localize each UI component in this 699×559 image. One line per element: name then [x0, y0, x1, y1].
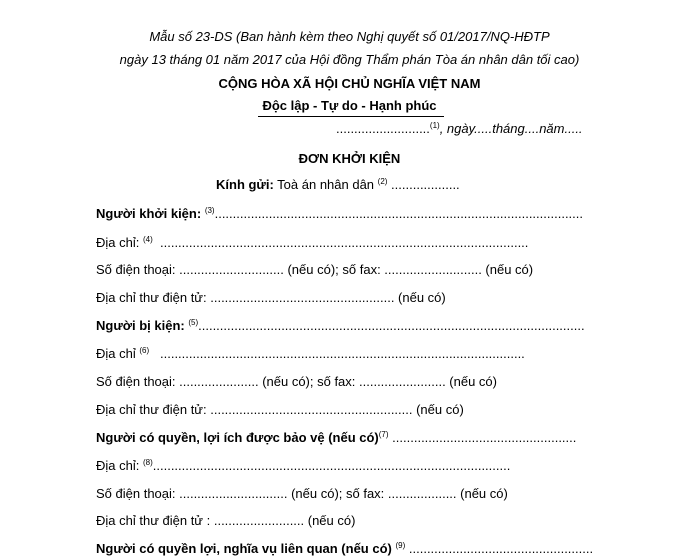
plaintiff-line — [96, 206, 583, 222]
related-party-label: Người có quyền lợi, nghĩa vụ liên quan (nếu có) — [96, 541, 392, 556]
place-date-dots: .......................... — [336, 121, 430, 136]
recipient-ref: (2) — [377, 177, 388, 186]
nation-title: CỘNG HÒA XÃ HỘI CHỦ NGHĨA VIỆT NAM — [218, 76, 481, 91]
defendant-phone-line: Số điện thoại: ...................... (nếu có); số fax: ........................ (nếu có) — [96, 374, 497, 389]
motto-underline — [258, 116, 444, 117]
related-party-dots: ................................................... — [408, 541, 594, 556]
place-date-tail: , ngày.....tháng....năm..... — [439, 121, 583, 136]
recipient-label: Kính gửi: — [216, 177, 274, 192]
defendant-line — [96, 318, 585, 334]
related-party-ref: (9) — [395, 541, 406, 550]
protected-party-address-dots: ................................................................................................... — [152, 458, 511, 473]
plaintiff-dots: ...................................................................................................... — [214, 206, 583, 221]
protected-party-phone-line: Số điện thoại: .............................. (nếu có); số fax: ................... (nếu có) — [96, 486, 508, 501]
recipient-dots: ................... — [387, 177, 460, 192]
defendant-ref: (5) — [188, 318, 199, 327]
protected-party-address-ref: (8) — [142, 458, 153, 467]
protected-party-ref: (7) — [378, 430, 389, 439]
motto: Độc lập - Tự do - Hạnh phúc — [262, 98, 437, 113]
plaintiff-email-line: Địa chỉ thư điện tử: ................................................... (nếu có) — [96, 290, 446, 305]
defendant-address-ref: (6) — [139, 346, 150, 355]
plaintiff-ref: (3) — [204, 206, 215, 215]
place-date-ref: (1) — [429, 121, 440, 130]
form-note-line2: ngày 13 tháng 01 năm 2017 của Hội đồng Thẩm phán Tòa án nhân dân tối cao) — [119, 52, 580, 67]
protected-party-line — [96, 430, 576, 446]
defendant-label: Người bị kiện: — [96, 318, 185, 333]
protected-party-email-line: Địa chỉ thư điện tử : ......................... (nếu có) — [96, 513, 356, 528]
plaintiff-address-ref: (4) — [142, 235, 153, 244]
plaintiff-label: Người khởi kiện: — [96, 206, 202, 221]
defendant-dots: ........................................................................................................... — [198, 318, 585, 333]
defendant-address-dots: ..................................................................................................... — [160, 346, 525, 361]
defendant-address-line — [96, 346, 525, 362]
plaintiff-address-dots: ...................................................................................................... — [160, 235, 529, 250]
defendant-email-line: Địa chỉ thư điện tử: ........................................................ (nếu có) — [96, 402, 464, 417]
form-note-line1: Mẫu số 23-DS (Ban hành kèm theo Nghị quyết số 01/2017/NQ-HĐTP — [149, 29, 550, 44]
place-date-line — [336, 121, 583, 137]
protected-party-address-label: Địa chỉ: — [96, 458, 140, 473]
plaintiff-address-label: Địa chỉ: — [96, 235, 140, 250]
plaintiff-address-line — [96, 235, 528, 251]
plaintiff-phone-line: Số điện thoại: ............................. (nếu có); số fax: ........................... (nếu có) — [96, 262, 534, 277]
defendant-address-label: Địa chỉ — [96, 346, 136, 361]
recipient-value: Toà án nhân dân — [273, 177, 378, 192]
related-party-line — [96, 541, 593, 557]
protected-party-dots: ................................................... — [392, 430, 577, 445]
document-title: ĐƠN KHỞI KIỆN — [298, 151, 401, 166]
protected-party-label: Người có quyền, lợi ích được bảo vệ (nếu có) — [96, 430, 379, 445]
protected-party-address-line — [96, 458, 510, 474]
recipient-line — [216, 177, 460, 193]
